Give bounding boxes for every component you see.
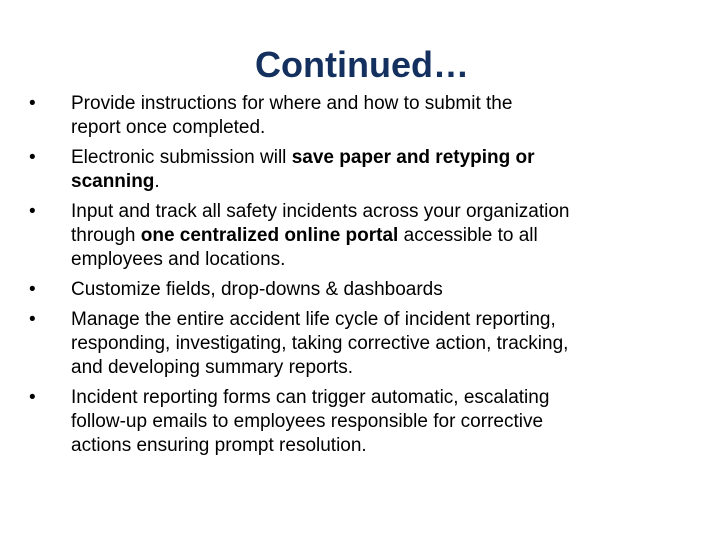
text: .: [154, 171, 160, 192]
text: and developing summary reports.: [71, 357, 353, 378]
bullet-icon: •: [29, 147, 36, 168]
bold-text: one centralized online portal: [140, 225, 399, 246]
text: responding, investigating, taking corrective action, tracking,: [71, 333, 569, 354]
bold-text: scanning: [71, 171, 155, 192]
bullet-icon: •: [29, 93, 36, 114]
text: employees and locations.: [71, 249, 286, 270]
text: actions ensuring prompt resolution.: [71, 435, 367, 456]
bullet-item: [0, 146, 720, 194]
bullet-line: [0, 248, 720, 272]
bullet-line: [0, 200, 720, 224]
text: Customize fields, drop-downs & dashboards: [71, 279, 443, 300]
bullet-line: [0, 170, 720, 194]
slide-title: Continued…: [255, 44, 469, 85]
bullet-line: [0, 92, 720, 116]
bullet-icon: •: [29, 201, 36, 222]
bullet-line: [0, 410, 720, 434]
bullet-list: [0, 92, 720, 464]
text: report once completed.: [71, 117, 266, 138]
bold-text: save paper and retyping or: [291, 147, 535, 168]
bullet-line: [0, 434, 720, 458]
bullet-item: [0, 386, 720, 458]
bullet-icon: •: [29, 387, 36, 408]
bullet-line: [0, 332, 720, 356]
bullet-line: [0, 308, 720, 332]
bullet-line: [0, 116, 720, 140]
bullet-line: [0, 278, 720, 302]
bullet-line: [0, 386, 720, 410]
text: Manage the entire accident life cycle of incident reporting,: [71, 309, 556, 330]
bullet-line: [0, 224, 720, 248]
bullet-item: [0, 200, 720, 272]
bullet-item: [0, 308, 720, 380]
bullet-icon: •: [29, 279, 36, 300]
bullet-line: [0, 146, 720, 170]
text: Electronic submission will: [71, 147, 292, 168]
bullet-item: [0, 278, 720, 302]
text: Provide instructions for where and how to submit the: [71, 93, 513, 114]
text: through: [71, 225, 141, 246]
text: accessible to all: [398, 225, 538, 246]
bullet-item: [0, 92, 720, 140]
text: Incident reporting forms can trigger automatic, escalating: [71, 387, 550, 408]
text: Input and track all safety incidents across your organization: [71, 201, 570, 222]
bullet-icon: •: [29, 309, 36, 330]
text: follow-up emails to employees responsible for corrective: [71, 411, 544, 432]
bullet-line: [0, 356, 720, 380]
